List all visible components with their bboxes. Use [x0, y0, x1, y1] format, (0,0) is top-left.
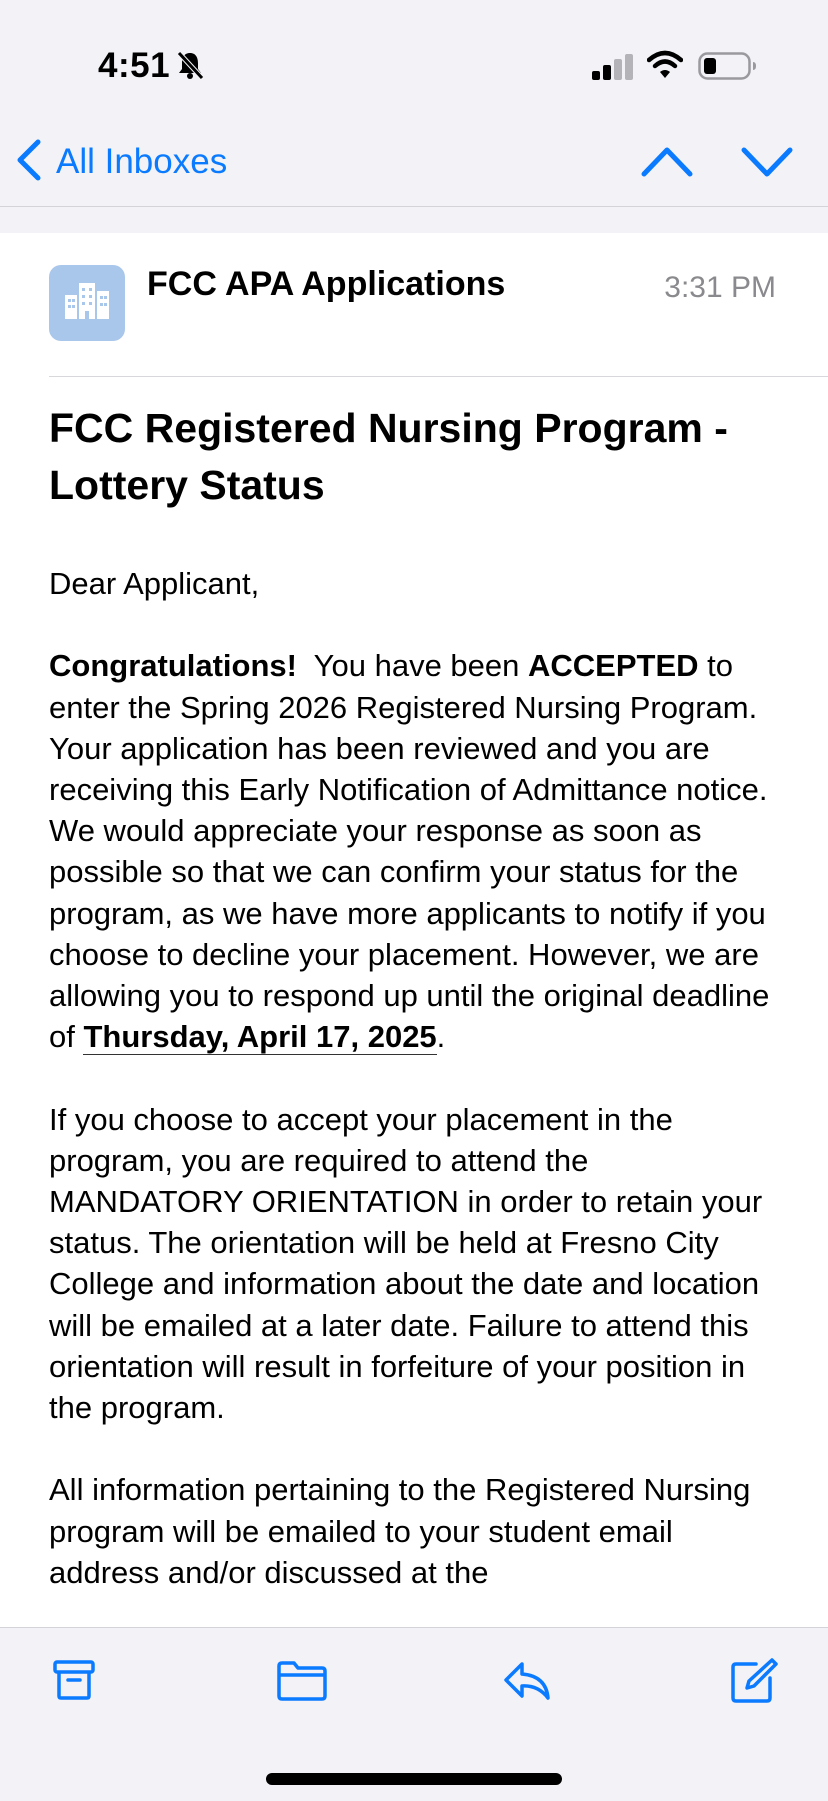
nav-bar	[0, 120, 828, 207]
home-indicator[interactable]	[266, 1773, 562, 1785]
message-header	[0, 233, 828, 377]
wifi-icon	[647, 50, 683, 85]
back-label: All Inboxes	[56, 142, 228, 181]
status-time: 4:51	[98, 46, 171, 85]
deadline-date[interactable]: Thursday, April 17, 2025	[83, 1019, 437, 1055]
bell-slash-icon	[176, 50, 204, 85]
compose-icon[interactable]	[730, 1658, 778, 1709]
sender-name[interactable]: FCC APA Applications	[147, 265, 506, 303]
chevron-up-icon[interactable]	[640, 144, 694, 185]
back-button[interactable]	[16, 138, 227, 186]
cellular-signal-icon	[592, 54, 634, 85]
congrats-text: Congratulations!	[49, 648, 297, 684]
sender-avatar	[49, 265, 125, 341]
acceptance-text-2: to enter the Spring 2026 Registered Nursing Program. Your application has been reviewed and you are receiving this Early Notification of Admittance notice. We would appreciate your response as soon as possible so that we can confirm your status for the program, as we have more applicants to notify if you choose to decline your placement. However, we are allowing you to respond up until the original deadline of	[49, 648, 770, 1055]
paragraph-acceptance	[49, 645, 789, 1057]
acceptance-end: .	[436, 1019, 446, 1055]
folder-icon[interactable]	[276, 1658, 328, 1707]
paragraph-orientation: If you choose to accept your placement in the program, you are required to attend the MANDATORY ORIENTATION in order to retain your status. The orientation will be held at Fresno City College and information about the date and location will be emailed at a later date. Failure to attend this orientation will result in forfeiture of your position in the program.	[49, 1101, 763, 1426]
paragraph-information: All information pertaining to the Registered Nursing program will be emailed to your student email address and/or discussed at the	[49, 1472, 751, 1590]
building-icon	[63, 281, 111, 326]
archive-icon[interactable]	[52, 1658, 96, 1707]
battery-icon	[698, 52, 758, 85]
status-bar	[0, 0, 828, 120]
reply-icon[interactable]	[502, 1658, 552, 1707]
header-gap	[0, 207, 828, 233]
message-body	[49, 563, 789, 1634]
chevron-left-icon	[16, 139, 42, 186]
message-subject: FCC Registered Nursing Program - Lottery Status	[49, 405, 728, 508]
greeting: Dear Applicant,	[49, 566, 260, 601]
accepted-text: ACCEPTED	[528, 648, 699, 684]
header-divider	[49, 376, 828, 377]
acceptance-text-1: You have been	[297, 648, 529, 684]
chevron-down-icon[interactable]	[740, 144, 794, 185]
message-time: 3:31 PM	[664, 271, 776, 304]
